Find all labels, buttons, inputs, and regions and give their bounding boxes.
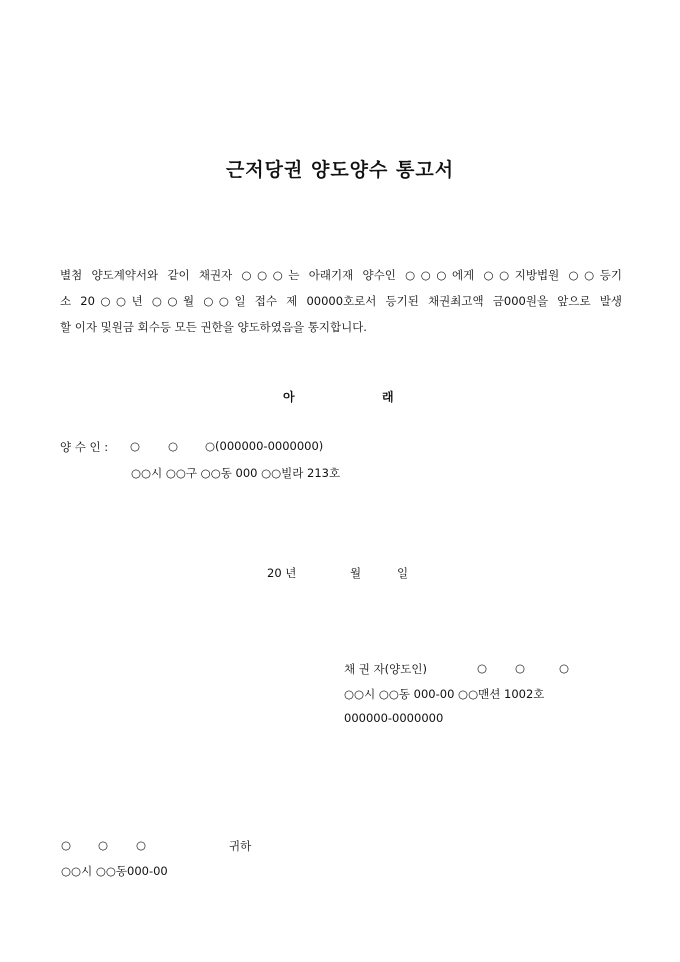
creditor-address: ○○시 ○○동 000-00 ○○맨션 1002호 [344, 687, 545, 701]
date-year: 20 년 [267, 566, 297, 580]
date-day: 일 [397, 566, 409, 580]
creditor-name-char-1: ○ [477, 661, 488, 675]
date-month: 월 [350, 566, 362, 580]
assignee-name-char-1: ○ [130, 439, 141, 453]
section-heading-left: 아 [283, 390, 295, 404]
recipient-address: ○○시 ○○동000-00 [61, 864, 168, 878]
creditor-name-char-3: ○ [559, 661, 570, 675]
recipient-name-char-2: ○ [98, 838, 109, 852]
notice-body [60, 262, 622, 340]
recipient-name-char-3: ○ [136, 838, 147, 852]
creditor-label: 채 권 자(양도인) [344, 662, 427, 676]
assignee-name-id: ○(000000-0000000) [205, 439, 324, 453]
document-title: 근저당권 양도양수 통고서 [225, 159, 455, 181]
creditor-name-char-2: ○ [515, 661, 526, 675]
assignee-label: 양 수 인 : [60, 440, 109, 454]
creditor-id-number: 000000-0000000 [344, 711, 444, 725]
assignee-address: ○○시 ○○구 ○○동 000 ○○빌라 213호 [131, 466, 341, 480]
recipient-honorific: 귀하 [229, 839, 252, 853]
recipient-name-char-1: ○ [61, 838, 72, 852]
body-line-2: 소 20○○년 ○○월 ○○일 접수 제 00000호로서 등기된 채권최고액 금000원을 앞으로 발생 [60, 294, 622, 308]
body-line-1: 별첨 양도계약서와 같이 채권자 ○○○는 아래기재 양수인 ○○○에게 ○○지방법원 ○○등기 [60, 268, 622, 282]
body-line-3: 할 이자 및원금 회수등 모든 권한을 양도하였음을 통지합니다. [60, 320, 367, 334]
assignee-name-char-2: ○ [168, 439, 179, 453]
section-heading-right: 래 [382, 390, 394, 404]
